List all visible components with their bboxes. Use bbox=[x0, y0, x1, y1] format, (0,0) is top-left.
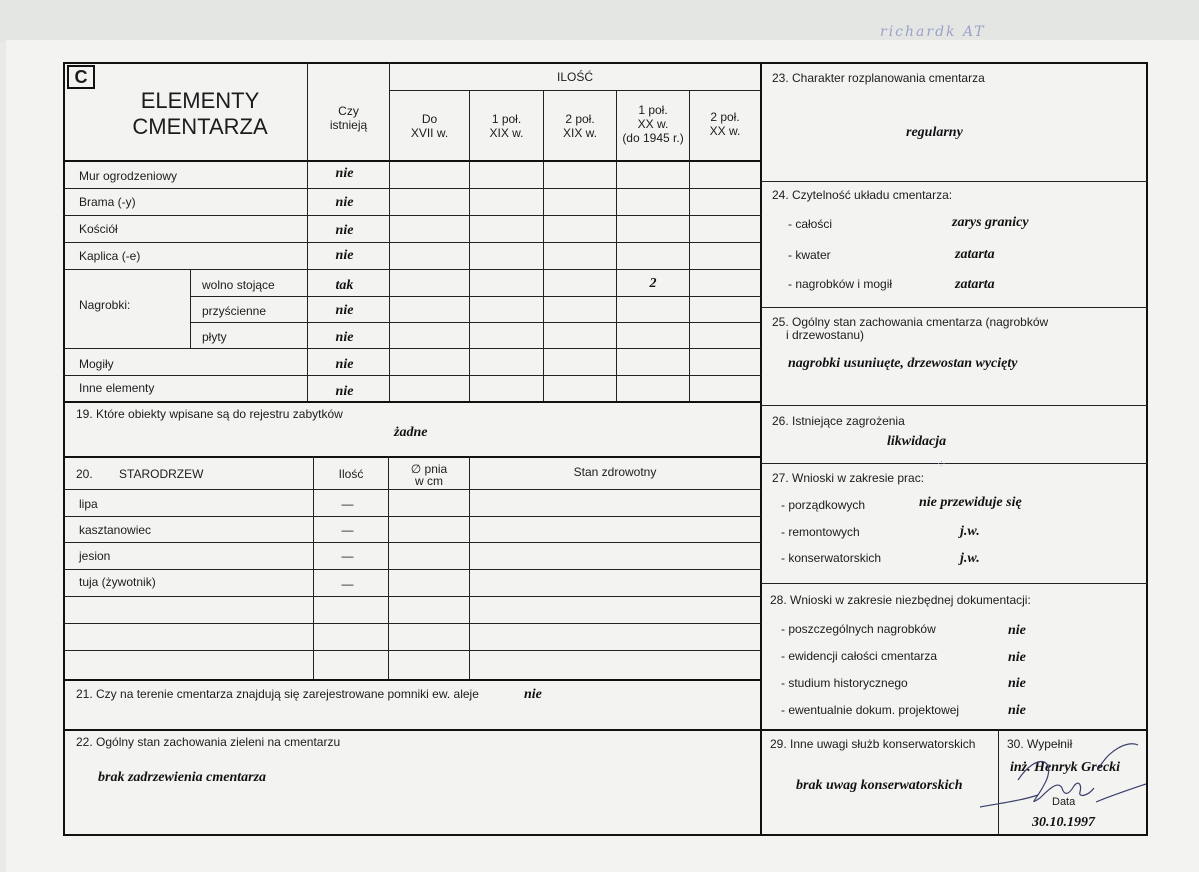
row-line bbox=[63, 269, 761, 270]
col-p3-2: XIX w. bbox=[562, 126, 597, 140]
col-p4-2: XX w. bbox=[637, 117, 669, 131]
row-line bbox=[63, 348, 761, 349]
q28-item-2: - ewidencji całości cmentarza bbox=[781, 649, 938, 663]
row-line bbox=[63, 215, 761, 216]
row-nagrobki-label: Nagrobki: bbox=[79, 298, 131, 312]
row-mogily-label: Mogiły bbox=[79, 357, 114, 371]
q28-answer-3: nie bbox=[1008, 676, 1026, 691]
tree-tuja-count: — bbox=[341, 577, 354, 591]
q19-answer: żadne bbox=[394, 425, 428, 440]
q24-answer-2: zatarta bbox=[955, 247, 995, 262]
tree-lipa: lipa bbox=[79, 497, 98, 511]
row-mogily-value: nie bbox=[335, 357, 354, 372]
col-p5-2: XX w. bbox=[709, 124, 741, 138]
q20-col-ilosc: Ilość bbox=[338, 467, 364, 481]
header-bottom-line bbox=[63, 160, 761, 162]
row-line bbox=[190, 322, 761, 323]
q27-answer-2: j.w. bbox=[960, 524, 980, 539]
row-kosciol-value: nie bbox=[335, 223, 354, 238]
row-line bbox=[63, 516, 761, 517]
col-ilosc: ILOŚĆ bbox=[556, 70, 593, 84]
q26-label: 26. Istniejące zagrożenia bbox=[772, 414, 905, 428]
tree-kasztanowiec: kasztanowiec bbox=[79, 523, 152, 537]
q24-answer-1: zarys granicy bbox=[952, 215, 1029, 230]
divider-main bbox=[760, 62, 762, 836]
q30-label: 30. Wypełnił bbox=[1007, 737, 1073, 751]
row-plyty-value: nie bbox=[335, 330, 354, 345]
tree-lipa-count: — bbox=[341, 497, 354, 511]
tree-kasztanowiec-count: — bbox=[341, 523, 354, 537]
q28-answer-2: nie bbox=[1008, 650, 1026, 665]
q27-item-1: - porządkowych bbox=[781, 498, 866, 512]
tree-jesion-count: — bbox=[341, 549, 354, 563]
col-p1-1: Do bbox=[421, 112, 438, 126]
section-title-1: ELEMENTY bbox=[140, 88, 260, 113]
row-line bbox=[63, 489, 761, 490]
q28-answer-4: nie bbox=[1008, 703, 1026, 718]
col-p2-1: 1 poł. bbox=[491, 112, 522, 126]
scan-top-band bbox=[0, 0, 1199, 42]
q30-date-label: Data bbox=[1052, 796, 1076, 808]
tree-jesion: jesion bbox=[79, 549, 111, 563]
handwritten-signature bbox=[978, 740, 1148, 820]
q28-item-4: - ewentualnie dokum. projektowej bbox=[781, 703, 960, 717]
row-line bbox=[63, 375, 761, 376]
section-line bbox=[761, 307, 1148, 308]
q24-item-2: - kwater bbox=[788, 248, 831, 262]
row-line bbox=[63, 188, 761, 189]
q30-date: 30.10.1997 bbox=[1032, 815, 1095, 830]
row-wolno-label: wolno stojące bbox=[202, 278, 275, 292]
q20-num: 20. bbox=[76, 467, 93, 481]
q21-label: 21. Czy na terenie cmentarza znajdują się zarejestrowane pomniki ew. aleje bbox=[76, 687, 479, 701]
q27-answer-1: nie przewiduje się bbox=[919, 495, 1022, 510]
q20-title: STARODRZEW bbox=[119, 467, 204, 481]
row-wolno-value: tak bbox=[335, 278, 354, 293]
row-line bbox=[63, 242, 761, 243]
q29-answer: brak uwag konserwatorskich bbox=[796, 778, 963, 793]
q20-col-pnia: ∅ pnia bbox=[410, 462, 448, 476]
row-kosciol-label: Kościół bbox=[79, 222, 118, 236]
q25-label-2: i drzewostanu) bbox=[786, 328, 865, 342]
q23-answer: regularny bbox=[906, 125, 963, 140]
section-line bbox=[63, 729, 1148, 731]
q20-col-pnia-2: w cm bbox=[415, 474, 443, 488]
row-plyty-label: płyty bbox=[202, 330, 227, 344]
q24-label: 24. Czytelność układu cmentarza: bbox=[772, 188, 953, 202]
row-line bbox=[63, 569, 761, 570]
q23-label: 23. Charakter rozplanowania cmentarza bbox=[772, 71, 985, 85]
row-kaplica-label: Kaplica (-e) bbox=[79, 249, 141, 263]
col-p4-1: 1 poł. bbox=[638, 103, 668, 117]
col-p5-1: 2 poł. bbox=[710, 110, 740, 124]
q28-answer-1: nie bbox=[1008, 623, 1026, 638]
row-line bbox=[190, 296, 761, 297]
q24-answer-3: zatarta bbox=[955, 277, 995, 292]
q20-col-stan: Stan zdrowotny bbox=[573, 465, 657, 479]
q21-answer: nie bbox=[524, 687, 542, 702]
form-frame bbox=[63, 62, 1148, 836]
section-line bbox=[761, 181, 1148, 182]
q25-label-1: 25. Ogólny stan zachowania cmentarza (nagrobków bbox=[772, 315, 1049, 329]
q19-label: 19. Które obiekty wpisane są do rejestru zabytków bbox=[76, 407, 343, 421]
row-przyscienne-value: nie bbox=[335, 303, 354, 318]
col-p3-1: 2 poł. bbox=[565, 112, 595, 126]
col-p4-3: (do 1945 r.) bbox=[622, 131, 684, 145]
section-line bbox=[63, 401, 761, 403]
row-line bbox=[63, 596, 761, 597]
row-wolno-count: 2 bbox=[649, 276, 657, 291]
ilosc-underline bbox=[389, 90, 761, 91]
col-p2-2: XIX w. bbox=[489, 126, 524, 140]
col-czy-1: Czy bbox=[338, 104, 359, 118]
q25-answer: nagrobki usuniuęte, drzewostan wycięty bbox=[788, 356, 1018, 371]
section-line bbox=[761, 405, 1148, 406]
q27-answer-3: j.w. bbox=[960, 551, 980, 566]
section-letter: C bbox=[67, 65, 95, 89]
q28-item-1: - poszczególnych nagrobków bbox=[781, 622, 936, 636]
nagrobki-divider bbox=[190, 269, 191, 348]
section-line bbox=[761, 463, 1148, 464]
row-inne-label: Inne elementy bbox=[79, 381, 155, 395]
col-p1-2: XVII w. bbox=[410, 126, 449, 140]
row-kaplica-value: nie bbox=[335, 248, 354, 263]
tree-tuja: tuja (żywotnik) bbox=[79, 575, 156, 589]
row-brama-value: nie bbox=[335, 195, 354, 210]
row-mur-value: nie bbox=[335, 166, 354, 181]
q24-item-1: - całości bbox=[788, 217, 833, 231]
q27-label: 27. Wnioski w zakresie prac: bbox=[772, 471, 925, 485]
row-brama-label: Brama (-y) bbox=[79, 195, 136, 209]
section-line bbox=[761, 583, 1148, 584]
q28-label: 28. Wnioski w zakresie niezbędnej dokumentacji: bbox=[770, 593, 1031, 607]
q28-item-3: - studium historycznego bbox=[781, 676, 908, 690]
q27-item-3: - konserwatorskich bbox=[781, 551, 882, 565]
row-mur-label: Mur ogrodzeniowy bbox=[79, 169, 178, 183]
section-title-2: CMENTARZA bbox=[132, 114, 268, 139]
q24-item-3: - nagrobków i mogił bbox=[788, 277, 893, 291]
q22-label: 22. Ogólny stan zachowania zieleni na cmentarzu bbox=[76, 735, 341, 749]
row-line bbox=[63, 623, 761, 624]
q27-item-2: - remontowych bbox=[781, 525, 860, 539]
section-line bbox=[63, 679, 761, 681]
ink-mark: ·:· bbox=[937, 458, 946, 468]
row-przyscienne-label: przyścienne bbox=[202, 304, 267, 318]
col-czy-2: istnieją bbox=[329, 118, 368, 132]
section-line bbox=[63, 456, 761, 458]
row-line bbox=[63, 650, 761, 651]
row-inne-value: nie bbox=[335, 384, 354, 399]
pencil-note: richardk AT bbox=[880, 24, 986, 40]
q22-answer: brak zadrzewienia cmentarza bbox=[98, 770, 267, 785]
row-line bbox=[63, 542, 761, 543]
q26-answer: likwidacja bbox=[887, 434, 947, 449]
q29-label: 29. Inne uwagi służb konserwatorskich bbox=[770, 737, 976, 751]
q30-name: inż. Henryk Grecki bbox=[1010, 760, 1121, 775]
